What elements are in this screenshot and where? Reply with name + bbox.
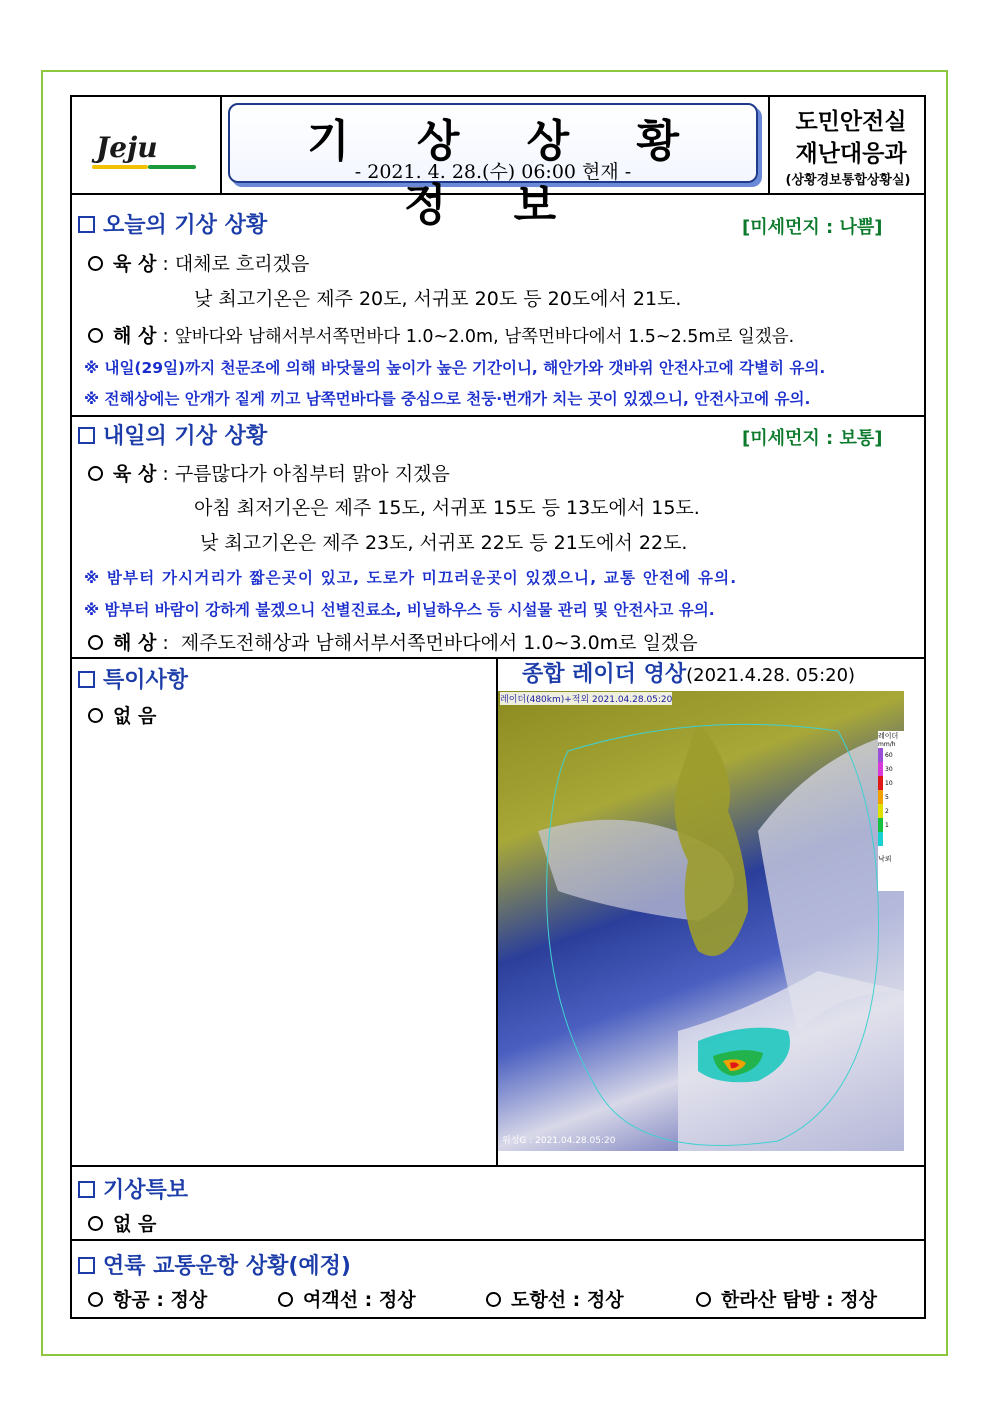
legend-row — [878, 804, 904, 818]
warning-title-text: 기상특보 — [103, 1178, 189, 1203]
tomorrow-land-line: 육 상 : 구름많다가 아침부터 맑아 지겠음 — [88, 459, 450, 486]
header-divider-left — [220, 97, 222, 193]
tomorrow-land-max: 낮 최고기온은 제주 23도, 서귀포 22도 등 21도에서 22도. — [200, 532, 688, 554]
header-divider-right — [768, 97, 770, 193]
today-land-text: 대체로 흐리겠음 — [174, 253, 310, 275]
legend-value: 5 — [885, 793, 889, 801]
circle-bullet-icon — [88, 635, 103, 650]
traffic-air-label: 항공 : 정상 — [113, 1289, 208, 1311]
traffic-title-text: 연륙 교통운항 상황(예정) — [103, 1254, 351, 1279]
today-note-1: ※ 내일(29일)까지 천문조에 의해 바닷물의 높이가 높은 기간이니, 해안가와 갯바위 안전사고에 각별히 유의. — [84, 359, 826, 377]
today-section-title — [78, 208, 267, 239]
radar-title: 종합 레이더 영상 — [522, 662, 687, 687]
dept-line-2: 재난대응과 — [795, 141, 907, 167]
traffic-item-air — [88, 1285, 207, 1312]
checkbox-square-icon — [78, 1181, 95, 1198]
circle-bullet-icon — [88, 256, 103, 271]
radar-image — [498, 691, 904, 1151]
warning-value: 없 음 — [113, 1213, 157, 1235]
radar-image-header: 레이더(480km)+적외 2021.04.28.05:20 — [500, 692, 672, 705]
tomorrow-title-text: 내일의 기상 상황 — [103, 424, 268, 449]
circle-bullet-icon — [278, 1292, 293, 1307]
peninsula-land — [675, 721, 748, 956]
checkbox-square-icon — [78, 671, 95, 688]
today-land-label: 육 상 — [113, 253, 157, 275]
radar-svg — [498, 691, 904, 1151]
tomorrow-sea-text: 제주도전해상과 남해서부서쪽먼바다에서 1.0~3.0m로 일겠음 — [180, 632, 698, 654]
tomorrow-land-label: 육 상 — [113, 463, 157, 485]
checkbox-square-icon — [78, 216, 95, 233]
legend-row — [878, 776, 904, 790]
special-value-line — [88, 701, 156, 728]
radar-title-line — [522, 657, 855, 688]
tomorrow-sea-line: 해 상 : 제주도전해상과 남해서부서쪽먼바다에서 1.0~3.0m로 일겠음 — [88, 628, 698, 655]
page-title: 기 상 상 황 정 보 — [307, 116, 705, 231]
logo-bar-yellow — [92, 165, 148, 169]
today-dust-badge: [미세먼지 : 나쁨] — [742, 217, 883, 238]
circle-bullet-icon — [88, 328, 103, 343]
legend-extra: 낙뢰 — [878, 855, 892, 863]
report-date: - 2021. 4. 28.(수) 06:00 현재 - — [354, 161, 632, 183]
logo-bar-green — [148, 165, 196, 169]
circle-bullet-icon — [88, 708, 103, 723]
legend-title: 레이더 — [878, 732, 899, 740]
traffic-ferry-label: 여객선 : 정상 — [303, 1289, 416, 1311]
jeju-logo — [92, 129, 202, 169]
checkbox-square-icon — [78, 427, 95, 444]
legend-swatch — [878, 762, 883, 776]
legend-row — [878, 818, 904, 832]
legend-swatch — [878, 748, 883, 762]
circle-bullet-icon — [88, 1292, 103, 1307]
legend-value: 10 — [885, 779, 893, 787]
radar-time: (2021.4.28. 05:20) — [686, 665, 856, 686]
radar-legend — [878, 731, 904, 891]
traffic-item-ferry — [278, 1285, 416, 1312]
dept-line-1: 도민안전실 — [795, 109, 907, 135]
legend-value: 1 — [885, 821, 889, 829]
today-sea-label: 해 상 — [113, 325, 157, 347]
checkbox-square-icon — [78, 1257, 95, 1274]
divider-today — [72, 415, 924, 417]
warning-section-title — [78, 1173, 188, 1204]
today-sea-text: 앞바다와 남해서부서쪽먼바다 1.0~2.0m, 남쪽먼바다에서 1.5~2.5m로 일겠음. — [174, 327, 795, 347]
special-value: 없 음 — [113, 705, 157, 727]
radar-image-footer: 위성G : 2021.04.28.05:20 — [502, 1136, 616, 1146]
today-land-temp: 낮 최고기온은 제주 20도, 서귀포 20도 등 20도에서 21도. — [194, 288, 682, 310]
tomorrow-land-text: 구름많다가 아침부터 맑아 지겠음 — [174, 463, 450, 485]
legend-unit: mm/h — [878, 741, 896, 748]
legend-value: 30 — [885, 765, 893, 773]
traffic-island-ship-label: 도항선 : 정상 — [511, 1289, 624, 1311]
tomorrow-section-title — [78, 419, 267, 450]
legend-swatch — [878, 804, 883, 818]
legend-swatch — [878, 776, 883, 790]
legend-row — [878, 832, 904, 846]
legend-value: 60 — [885, 751, 893, 759]
special-title-text: 특이사항 — [103, 668, 189, 693]
today-note-2: ※ 전해상에는 안개가 짙게 끼고 남쪽먼바다를 중심으로 천둥·번개가 치는 곳이 있겠으니, 안전사고에 유의. — [84, 390, 811, 408]
legend-items — [878, 748, 904, 846]
circle-bullet-icon — [486, 1292, 501, 1307]
warning-value-line — [88, 1209, 156, 1236]
tomorrow-land-min: 아침 최저기온은 제주 15도, 서귀포 15도 등 13도에서 15도. — [194, 497, 700, 519]
tomorrow-note-2: ※ 밤부터 바람이 강하게 불겠으니 선별진료소, 비닐하우스 등 시설물 관리 및 안전사고 유의. — [84, 601, 715, 619]
traffic-item-island-ship — [486, 1285, 624, 1312]
today-land-line: 육 상 : 대체로 흐리겠음 — [88, 249, 309, 276]
traffic-item-hallasan — [696, 1285, 877, 1312]
legend-swatch — [878, 790, 883, 804]
circle-bullet-icon — [696, 1292, 711, 1307]
traffic-hallasan-label: 한라산 탐방 : 정상 — [721, 1289, 877, 1311]
special-section-title — [78, 663, 188, 694]
legend-swatch — [878, 818, 883, 832]
tomorrow-sea-label: 해 상 — [113, 632, 157, 654]
legend-row — [878, 748, 904, 762]
divider-header — [72, 193, 924, 195]
tomorrow-dust-badge: [미세먼지 : 보통] — [742, 428, 883, 449]
document-table — [70, 95, 926, 1319]
tomorrow-note-1: ※ 밤부터 가시거리가 짧은곳이 있고, 도로가 미끄러운곳이 있겠으니, 교통 안전에 유의. — [84, 569, 738, 587]
circle-bullet-icon — [88, 1216, 103, 1231]
legend-row — [878, 790, 904, 804]
circle-bullet-icon — [88, 466, 103, 481]
divider-special — [72, 1165, 924, 1167]
legend-value: 2 — [885, 807, 889, 815]
traffic-section-title — [78, 1249, 351, 1280]
legend-row — [878, 762, 904, 776]
legend-swatch — [878, 832, 883, 846]
logo-text: Jeju — [96, 131, 158, 164]
today-title-text: 오늘의 기상 상황 — [103, 213, 268, 238]
today-sea-line: 해 상 : 앞바다와 남해서부서쪽먼바다 1.0~2.0m, 남쪽먼바다에서 1.5~2.5m로 일겠음. — [88, 321, 794, 348]
title-box — [228, 103, 758, 231]
divider-warning — [72, 1239, 924, 1241]
dept-line-3: (상황경보통합상황실) — [785, 173, 911, 188]
